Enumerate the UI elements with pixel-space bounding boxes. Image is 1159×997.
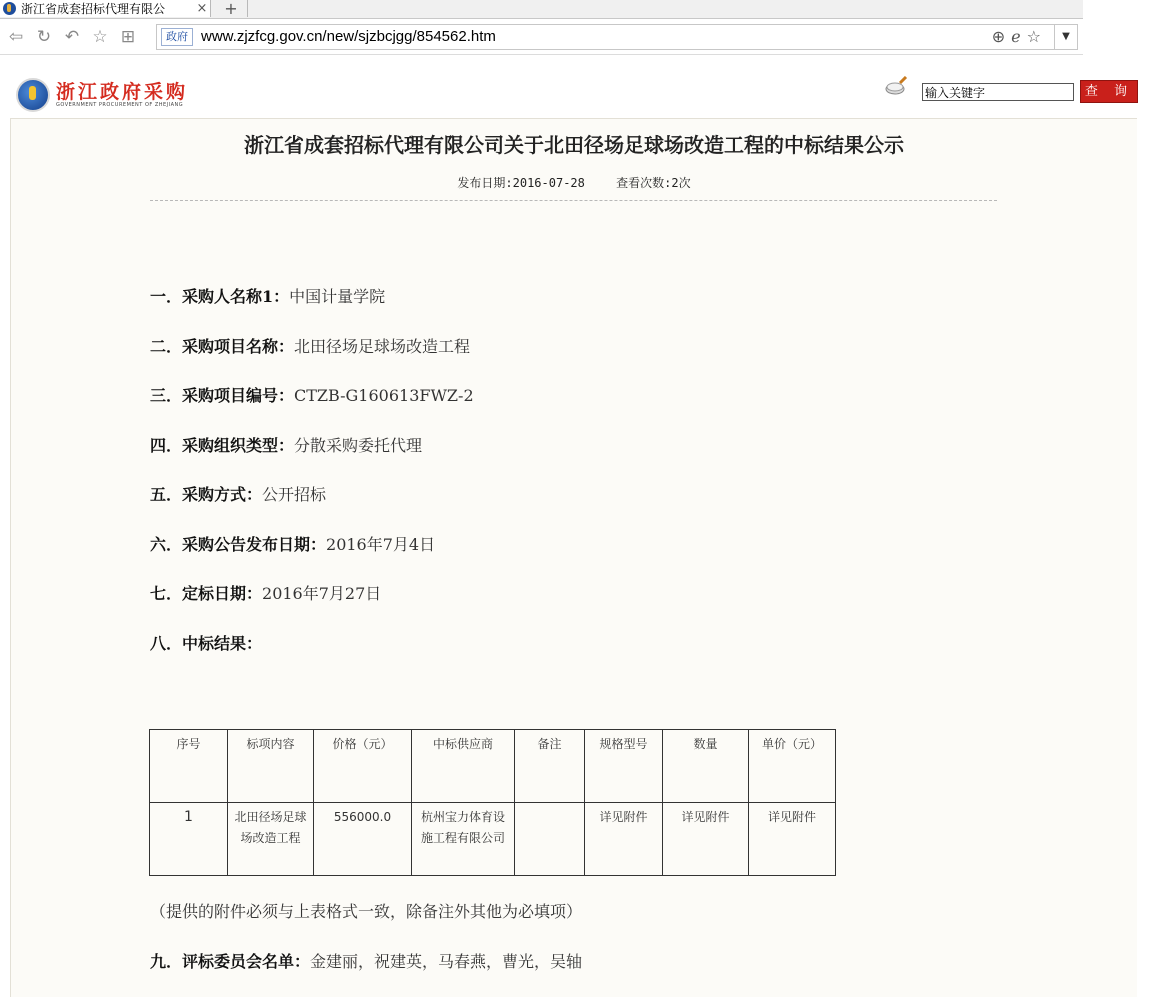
browser-tab-bar (0, 0, 1083, 19)
table-cell: 1 (150, 803, 228, 876)
zoom-icon[interactable]: ⊕ (991, 27, 1012, 46)
emblem-icon (16, 78, 50, 112)
site-logo[interactable] (16, 78, 188, 112)
favorite-icon[interactable]: ☆ (92, 27, 108, 47)
table-cell (515, 803, 585, 876)
table-header: 价格（元） (314, 730, 412, 803)
back-icon[interactable]: ⇦ (8, 27, 24, 47)
publish-date: 发布日期:2016-07-28 (457, 176, 585, 190)
table-cell: 556000.0 (314, 803, 412, 876)
magnifier-icon (884, 76, 908, 96)
table-header: 标项内容 (228, 730, 314, 803)
section-award-result: 八．中标结果： (150, 634, 263, 653)
section-organization-type: 四．采购组织类型：分散采购委托代理 (150, 436, 423, 455)
page-title: 浙江省成套招标代理有限公司关于北田径场足球场改造工程的中标结果公示 (244, 133, 904, 157)
new-tab-button[interactable]: + (215, 0, 248, 17)
table-header: 数量 (663, 730, 749, 803)
address-bar-icons (992, 27, 1047, 46)
logo-subtitle: GOVERNMENT PROCUREMENT OF ZHEJIANG (56, 102, 184, 108)
table-cell: 详见附件 (585, 803, 663, 876)
search-input[interactable] (922, 83, 1074, 101)
section-procurement-method: 五．采购方式：公开招标 (150, 485, 327, 504)
table-cell: 北田径场足球场改造工程 (228, 803, 314, 876)
ie-mode-icon[interactable]: ℯ (1011, 27, 1027, 46)
section-announcement-date: 六．采购公告发布日期：2016年7月4日 (150, 535, 436, 554)
bookmark-star-icon[interactable]: ☆ (1026, 27, 1047, 46)
undo-icon[interactable]: ↶ (64, 27, 80, 47)
award-result-table (149, 729, 836, 876)
close-icon[interactable]: × (196, 1, 208, 16)
gov-site-badge: 政府 (161, 28, 193, 46)
article-content (10, 118, 1137, 997)
section-committee: 九．评标委员会名单：金建丽，祝建英，马春燕，曹光，吴轴 (150, 952, 583, 971)
table-header-row (150, 730, 836, 803)
table-header: 备注 (515, 730, 585, 803)
attachment-note: （提供的附件必须与上表格式一致，除备注外其他为必填项） (150, 902, 583, 921)
table-header: 单价（元） (749, 730, 836, 803)
reload-icon[interactable]: ↻ (36, 27, 52, 47)
table-header: 中标供应商 (412, 730, 515, 803)
article-meta (11, 174, 1137, 191)
section-project-number: 三．采购项目编号：CTZB-G160613FWZ-2 (150, 386, 474, 405)
table-cell: 详见附件 (663, 803, 749, 876)
section-project-name: 二．采购项目名称：北田径场足球场改造工程 (150, 337, 471, 356)
site-header (0, 56, 1159, 118)
table-row (150, 803, 836, 876)
address-dropdown-icon[interactable]: ▼ (1054, 25, 1077, 49)
table-cell: 详见附件 (749, 803, 836, 876)
address-bar[interactable] (156, 24, 1078, 50)
apps-icon[interactable]: ⊞ (120, 27, 136, 47)
divider (150, 200, 997, 201)
section-award-date: 七．定标日期：2016年7月27日 (150, 584, 382, 603)
section-purchaser: 一．采购人名称1：中国计量学院 (150, 287, 386, 306)
table-cell: 杭州宝力体育设施工程有限公司 (412, 803, 515, 876)
table-header: 规格型号 (585, 730, 663, 803)
browser-tab[interactable] (0, 0, 211, 17)
view-count: 查看次数:2次 (616, 176, 691, 190)
table-header: 序号 (150, 730, 228, 803)
tab-title: 浙江省成套招标代理有限公 (21, 2, 166, 16)
browser-nav-bar (0, 19, 1083, 55)
logo-title: 浙江政府采购 (56, 81, 189, 103)
search-button[interactable]: 查 询 (1080, 80, 1138, 103)
site-favicon-icon (3, 2, 16, 15)
url-text[interactable]: www.zjzfcg.gov.cn/new/sjzbcjgg/854562.htm (201, 28, 496, 45)
